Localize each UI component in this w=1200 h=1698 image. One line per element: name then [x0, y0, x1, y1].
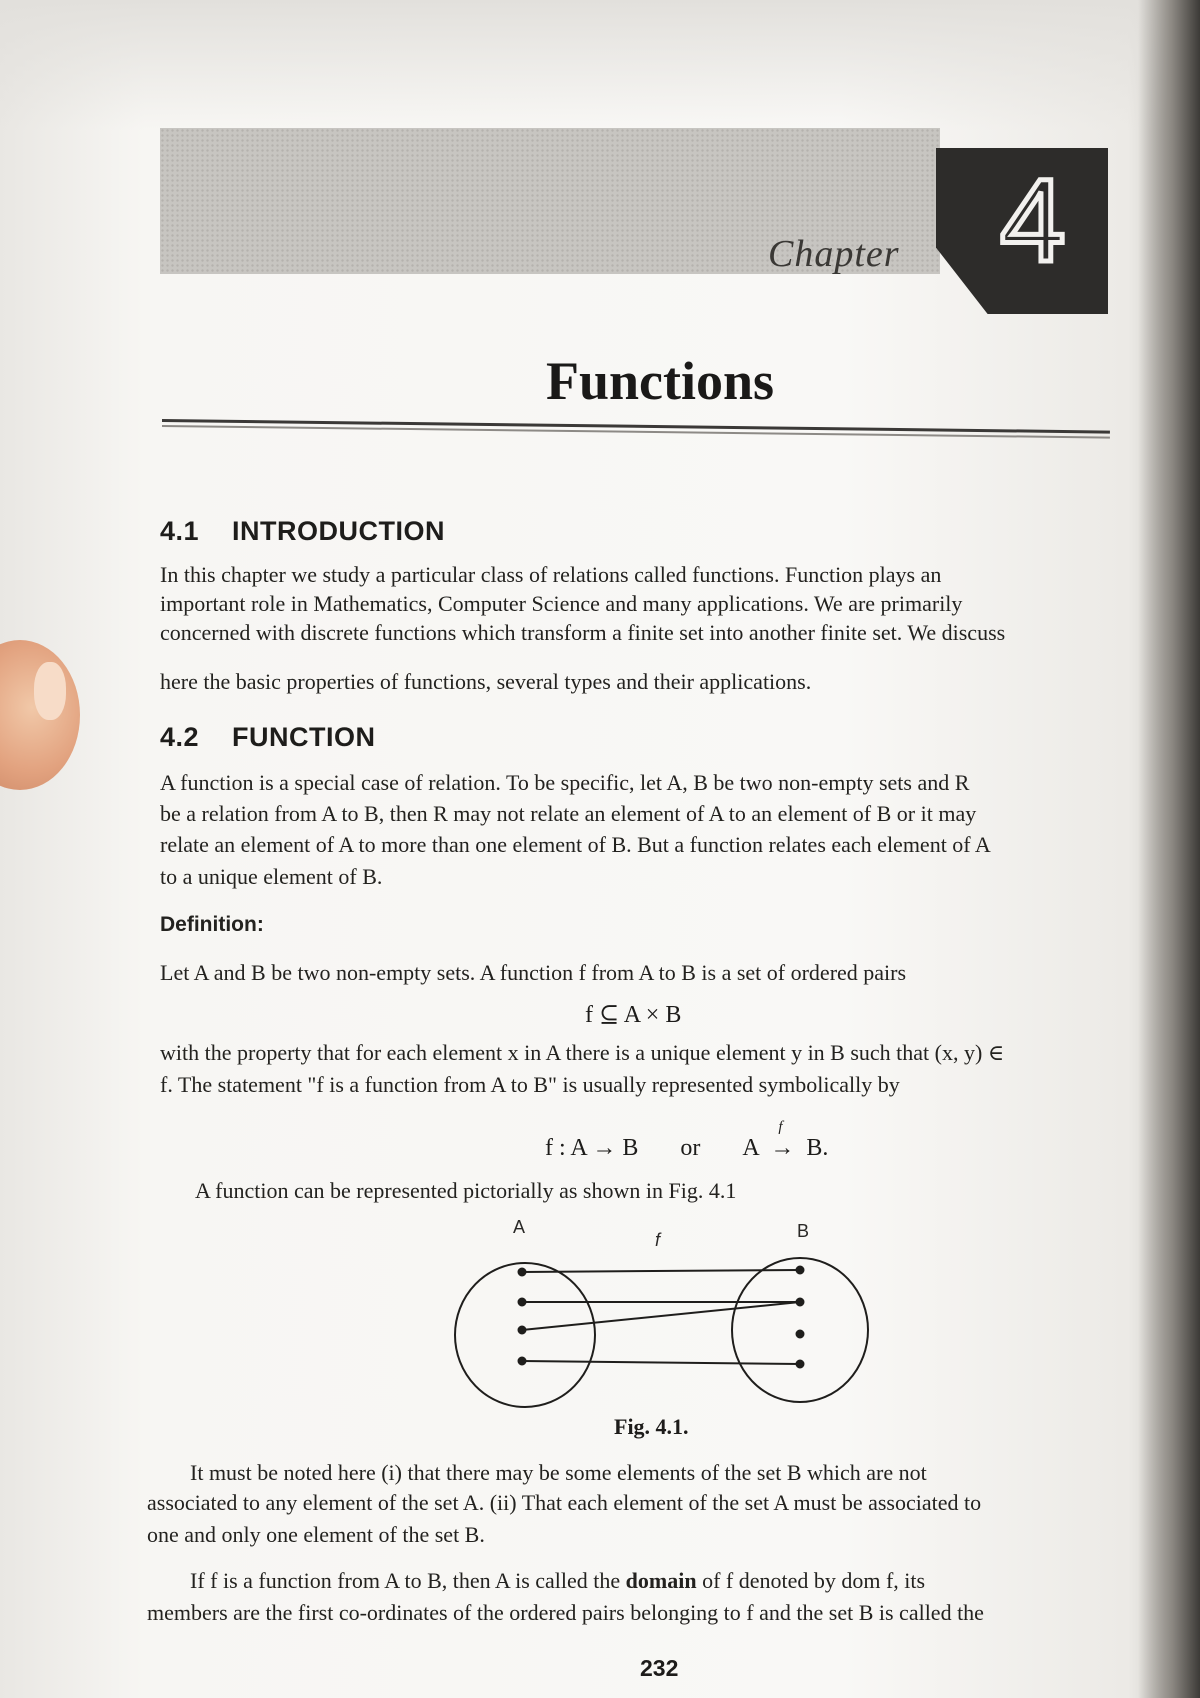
page-number: 232: [640, 1655, 679, 1681]
set-b-element: [797, 1361, 804, 1368]
formula-left: f : A → B: [545, 1135, 639, 1161]
thumbnail-nail: [34, 662, 66, 720]
note-line: one and only one element of the set B.: [147, 1522, 485, 1547]
formula-arrow-glyph: →: [770, 1135, 795, 1161]
note-line: It must be noted here (i) that there may be some elements of the set B which are not: [190, 1460, 927, 1485]
function-line: relate an element of A to more than one element of B. But a function relates each element of A: [160, 832, 991, 857]
formula-set-a: A: [742, 1135, 759, 1161]
set-b-element: [797, 1299, 804, 1306]
formula-arrow: [770, 1119, 795, 1162]
section-heading-function: [160, 722, 375, 753]
set-b-element: [797, 1331, 804, 1338]
note-line: associated to any element of the set A. (ii) That each element of the set A must be associated to: [147, 1490, 982, 1515]
set-a-element: [519, 1269, 526, 1276]
function-line: to a unique element of B.: [160, 864, 383, 889]
domain-line-end: of f denoted by dom f, its: [696, 1568, 926, 1593]
set-a-circle: [455, 1263, 595, 1407]
definition-line: Let A and B be two non-empty sets. A function f from A to B is a set of ordered pairs: [160, 960, 907, 985]
domain-term: domain: [625, 1568, 697, 1593]
section-heading-introduction: [160, 516, 445, 547]
mapping-arrow: [522, 1302, 800, 1330]
chapter-title: Functions: [545, 351, 775, 411]
formula-or: or: [680, 1135, 701, 1161]
section-title: FUNCTION: [232, 722, 376, 752]
figure-mapping-label: f: [655, 1230, 661, 1250]
figure-caption: Fig. 4.1.: [614, 1414, 689, 1439]
section-number: 4.1: [160, 516, 200, 546]
chapter-label: Chapter: [768, 233, 900, 275]
definition-line: with the property that for each element x in A there is a unique element y in B such that (x, y) ∈: [160, 1040, 1005, 1065]
set-b-element: [797, 1267, 804, 1274]
domain-line: [190, 1568, 925, 1594]
formula-set-b: B.: [806, 1135, 829, 1161]
set-a-element: [519, 1358, 526, 1365]
chapter-number: 4: [1000, 155, 1066, 287]
mapping-arrow: [522, 1270, 800, 1272]
formula-subset: f ⊆ A × B: [585, 1002, 682, 1028]
intro-line: important role in Mathematics, Computer Science and many applications. We are primarily: [160, 591, 963, 616]
domain-line: members are the first co-ordinates of the ordered pairs belonging to f and the set B is called the: [147, 1600, 984, 1625]
set-a-element: [519, 1327, 526, 1334]
page-binding-edge: [1138, 0, 1200, 1698]
formula-arrow-label: f: [778, 1119, 783, 1135]
intro-line: concerned with discrete functions which transform a finite set into another finite set. We discuss: [160, 620, 1006, 645]
set-a-element: [519, 1299, 526, 1306]
function-line: be a relation from A to B, then R may not relate an element of A to an element of B or it may: [160, 801, 977, 826]
figure-mapping-diagram: [440, 1230, 900, 1430]
figure-set-a-label: A: [513, 1217, 526, 1237]
section-number: 4.2: [160, 722, 200, 752]
intro-line: here the basic properties of functions, several types and their applications.: [160, 669, 812, 694]
function-line: A function is a special case of relation. To be specific, let A, B be two non-empty sets and R: [160, 770, 970, 795]
section-title: INTRODUCTION: [232, 516, 445, 546]
domain-line-start: If f is a function from A to B, then A is called the: [190, 1568, 626, 1593]
formula-mapping: [545, 1119, 829, 1162]
intro-line: In this chapter we study a particular class of relations called functions. Function plays an: [160, 562, 942, 587]
page-top-shadow: [0, 0, 1200, 130]
definition-label: Definition:: [160, 913, 264, 936]
definition-line: f. The statement "f is a function from A to B" is usually represented symbolically by: [160, 1072, 900, 1097]
definition-line: A function can be represented pictorially as shown in Fig. 4.1: [195, 1178, 737, 1203]
figure-set-b-label: B: [797, 1221, 810, 1241]
mapping-arrow: [522, 1361, 800, 1364]
